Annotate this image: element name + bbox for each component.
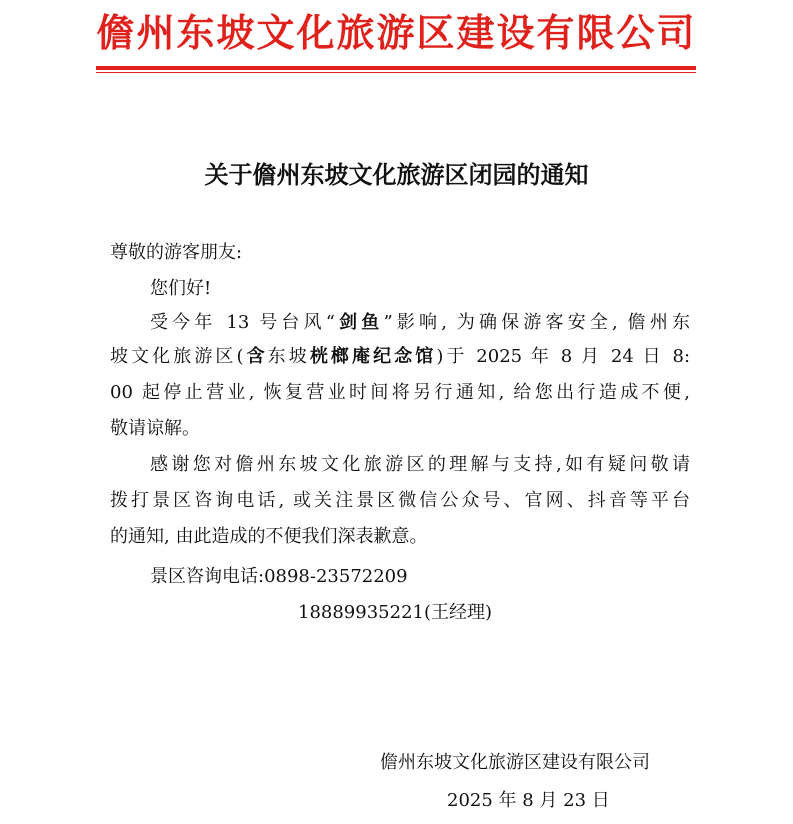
letterhead-rule-thin xyxy=(96,72,696,73)
memorial-hall-name: 桄榔庵纪念馆 xyxy=(309,346,437,367)
text-segment: 影响, 为确保游客安全, 儋州东 xyxy=(392,312,691,333)
paragraph-1-line-3: 00 起停止营业, 恢复营业时间将另行通知, 给您出行造成不便, xyxy=(110,382,690,403)
notice-title: 关于儋州东坡文化旅游区闭园的通知 xyxy=(204,160,589,189)
contact-line-1 xyxy=(150,564,408,590)
paragraph-2-line-1: 感谢您对儋州东坡文化旅游区的理解与支持,如有疑问敬请 xyxy=(150,454,690,475)
paragraph-1-line-1 xyxy=(150,310,690,336)
quote-mark: “ xyxy=(325,312,335,333)
paragraph-2-line-3: 的通知, 由此造成的不便我们深表歉意。 xyxy=(110,526,428,547)
contact-phone-2: 18889935221 xyxy=(298,602,424,623)
contact-phone-2-note: (王经理) xyxy=(423,602,493,623)
signature-org: 儋州东坡文化旅游区建设有限公司 xyxy=(380,752,650,773)
text-segment: 坡文化旅游区( xyxy=(110,346,244,367)
paragraph-1-line-2 xyxy=(110,344,690,370)
contact-line-2 xyxy=(298,600,492,626)
text-segment: 受今年 13 号台风 xyxy=(150,312,326,333)
quote-mark: ” xyxy=(383,312,393,333)
contact-label: 景区咨询电话: xyxy=(150,566,265,587)
text-segment: 东坡 xyxy=(267,346,310,367)
contains-word: 含 xyxy=(243,346,268,367)
signature-date: 2025 年 8 月 23 日 xyxy=(447,790,610,811)
text-segment: )于 2025 年 8 月 24 日 8: xyxy=(436,346,691,367)
paragraph-2-line-2: 拨打景区咨询电话, 或关注景区微信公众号、官网、抖音等平台 xyxy=(110,490,690,511)
letterhead-org-name: 儋州东坡文化旅游区建设有限公司 xyxy=(96,10,697,55)
greeting: 您们好! xyxy=(150,278,212,299)
letterhead-rule-thick xyxy=(96,66,696,70)
salutation: 尊敬的游客朋友: xyxy=(110,242,243,263)
contact-phone-1: 0898-23572209 xyxy=(264,566,408,587)
paragraph-1-line-4: 敬请谅解。 xyxy=(110,418,200,439)
typhoon-name: 剑鱼 xyxy=(334,312,384,333)
